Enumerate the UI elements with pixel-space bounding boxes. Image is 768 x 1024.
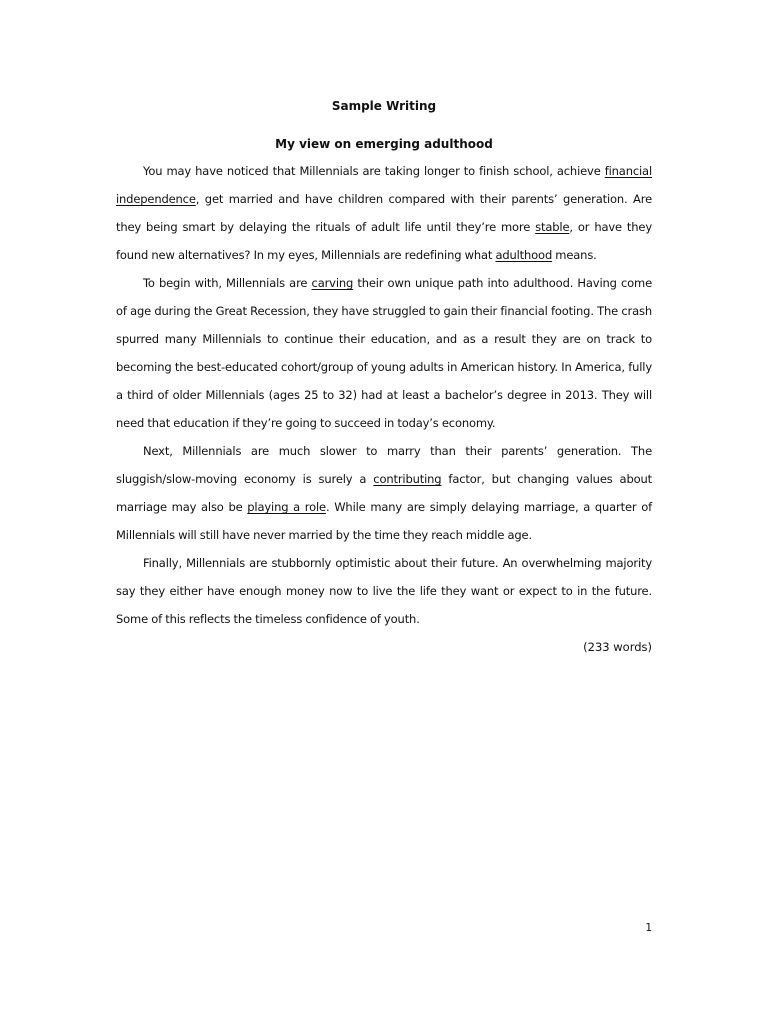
text-run: . While many are simply delaying marriage, a quarter of Millennials will still have never married by the time they reach middle age.	[116, 500, 653, 542]
text-run: Finally, Millennials are stubbornly optimistic about their future. An overwhelming majority say they either have enough money now to live the life they want or expect to in the future. Some of this reflects the timeless confidence of youth.	[116, 556, 652, 626]
word-count: (233 words)	[583, 640, 652, 654]
text-run: Next, Millennials are much slower to marry than their parents’ generation. The sluggish/slow-moving economy is surely a	[116, 444, 652, 486]
paragraph-1	[116, 157, 652, 269]
underlined-term: playing a role	[247, 500, 326, 514]
text-run: their own unique path into adulthood. Having come of age during the Great Recession, they have struggled to gain their financial footing. The crash spurred many Millennials to continue their education, and as a result they are on track to becoming the best-educated cohort/group of young adults in American history. In America, fully a third of older Millennials (ages 25 to 32) had at least a bachelor’s degree in 2013. They will need that education if they’re going to succeed in today’s economy.	[116, 276, 652, 430]
page-number: 1	[645, 922, 652, 934]
underlined-term: financial independence	[116, 164, 652, 206]
essay-body	[116, 157, 652, 633]
underlined-term: contributing	[373, 472, 442, 486]
document-heading: Sample Writing	[331, 99, 437, 113]
text-run: factor, but changing values about marriage may also be	[116, 472, 652, 514]
essay-title: My view on emerging adulthood	[275, 137, 493, 151]
paragraph-4	[116, 549, 652, 633]
paragraph-3	[116, 437, 652, 549]
text-run: , or have they found new alternatives? In my eyes, Millennials are redefining what	[116, 220, 653, 262]
text-run: , get married and have children compared with their parents’ generation. Are they being smart by delaying the rituals of adult life until they’re more	[116, 192, 652, 234]
underlined-term: carving	[311, 276, 354, 290]
underlined-term: adulthood	[495, 248, 553, 262]
text-run: You may have noticed that Millennials are taking longer to finish school, achieve	[143, 164, 605, 178]
text-run: means.	[552, 248, 597, 262]
text-run: To begin with, Millennials are	[143, 276, 312, 290]
underlined-term: stable	[535, 220, 570, 234]
paragraph-2	[116, 269, 652, 437]
